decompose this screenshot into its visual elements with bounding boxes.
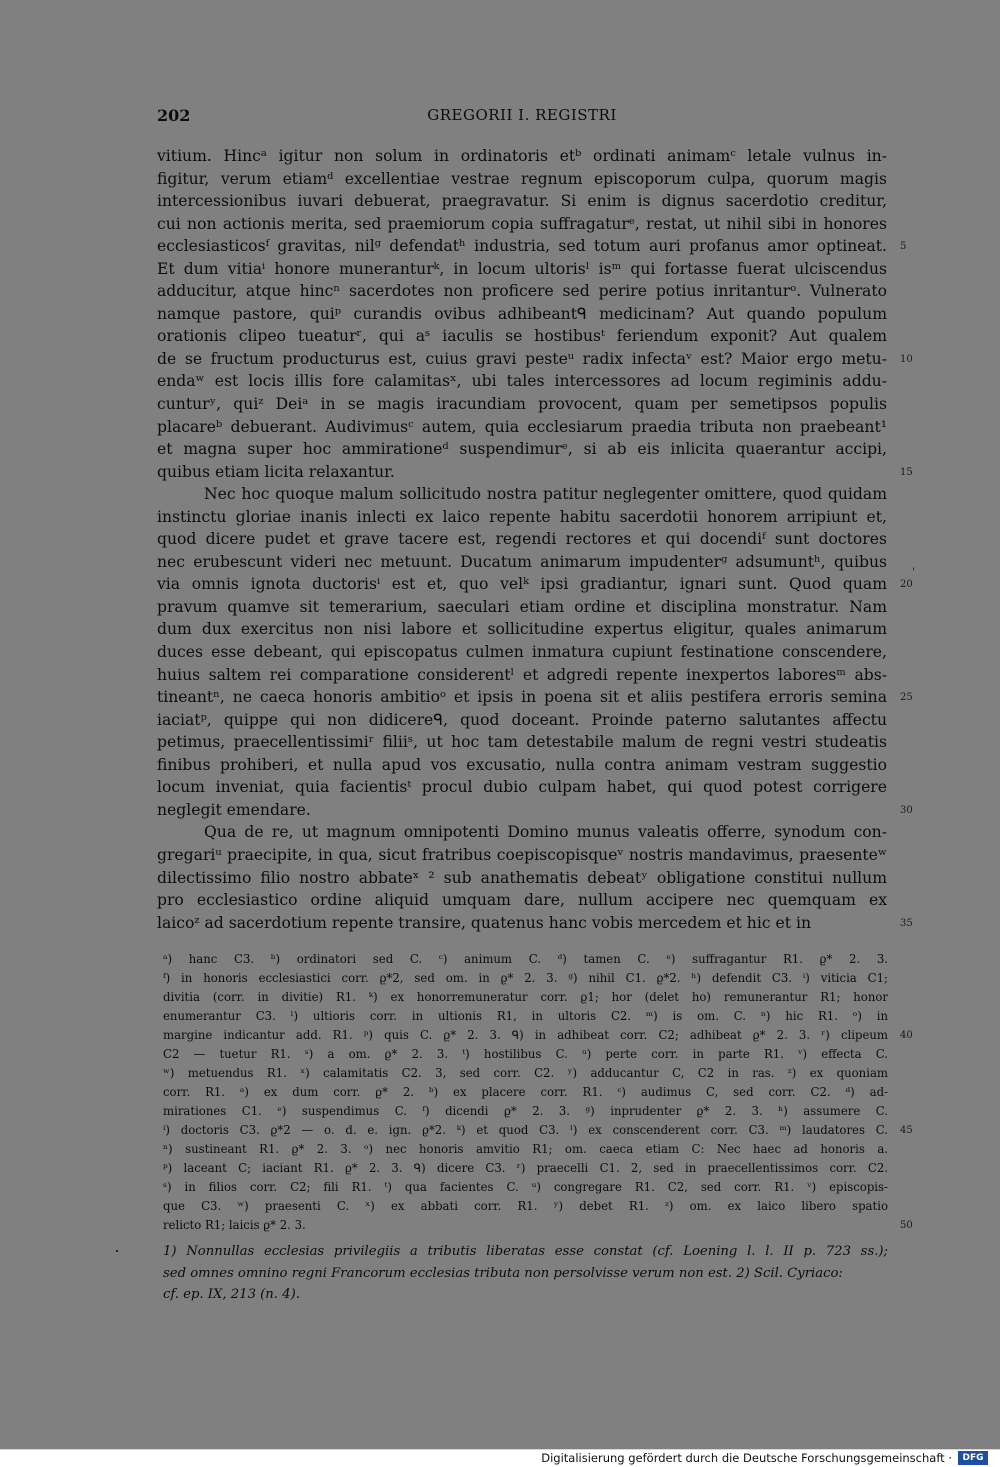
text-line: instinctu gloriae inanis inlecti ex laico repente habitu sacerdotii honorem arripiunt et, (157, 507, 887, 526)
footnote-line: relicto R1; laicis ϱ* 2. 3. (163, 1218, 306, 1232)
footnote-line: C2 — tuetur R1. ˢ) a om. ϱ* 2. 3. ᵗ) hostilibus C. ᵘ) perte corr. in parte R1. ᵛ) effecta C. (163, 1047, 888, 1061)
running-head: GREGORII I. REGISTRI (427, 106, 617, 124)
note-line: sed omnes omnino regni Francorum ecclesias tributa non persolvisse verum non est. 2) Scil. Cyriaco: (163, 1265, 843, 1281)
text-line: pro ecclesiastico ordine aliquid umquam dare, nullum accipere nec quemquam ex (157, 891, 887, 910)
footnote-line: ᵃ) hanc C3. ᵇ) ordinatori sed C. ᶜ) animum C. ᵈ) tamen C. ᵉ) suffragantur R1. ϱ* 2. 3. (163, 952, 888, 966)
margin-mark: ' (912, 567, 915, 578)
footnote-line: corr. R1. ᵃ) ex dum corr. ϱ* 2. ᵇ) ex placere corr. R1. ᶜ) audimus C, sed corr. C2. ᵈ) ad- (163, 1085, 888, 1099)
text-line: huius saltem rei comparatione considerentˡ et adgredi repente inexpertos laboresᵐ abs- (157, 665, 887, 684)
footnote-line: margine indicantur add. R1. ᵖ) quis C. ϱ* 2. 3. ᑫ) in adhibeat corr. C2; adhibeat ϱ* 2. 3. ʳ) clipeum (163, 1028, 888, 1042)
note-line: cf. ep. IX, 213 (n. 4). (163, 1287, 300, 1302)
page-header (157, 106, 887, 128)
note-line: 1) Nonnullas ecclesias privilegiis a tributis liberatas esse constat (cf. Loening l. l. II p. 723 ss.); (163, 1244, 888, 1259)
footnote-line: ⁿ) sustineant R1. ϱ* 2. 3. ᵒ) nec honoris amvitio R1; om. caeca etiam C: Nec haec ad honoris a. (163, 1142, 888, 1156)
footnote-line: enumerantur C3. ˡ) ultioris corr. in ultionis R1, in ultoris C2. ᵐ) is om. C. ⁿ) hic R1. ᵒ) in (163, 1009, 888, 1023)
text-line: laicoᶻ ad sacerdotium repente transire, quatenus hanc vobis mercedem et hic et in (157, 913, 812, 932)
text-line: cunturʸ, quiᶻ Deiᵃ in se magis iracundiam provocent, quam per semetipsos populis (157, 395, 887, 414)
dfg-logo-icon: DFG (958, 1451, 988, 1465)
footnote-line: ʷ) metuendus R1. ˣ) calamitatis C2. 3, sed corr. C2. ʸ) adducantur C, C2 in ras. ᶻ) ex quoniam (163, 1066, 888, 1080)
footnote-line: ᵖ) laceant C; iaciant R1. ϱ* 2. 3. ᑫ) dicere C3. ʳ) praecelli C1. 2, sed in praecellentissimos corr. C2. (163, 1161, 888, 1175)
stray-dot (116, 1250, 118, 1252)
text-line: namque pastore, quiᵖ curandis ovibus adhibeantᑫ medicinam? Aut quando populum (157, 304, 887, 323)
text-line: placareᵇ debuerant. Audivimusᶜ autem, quia ecclesiarum praedia tributa non praebeant¹ (157, 417, 887, 436)
text-line: cui non actionis merita, sed praemiorum copia suffragaturᵉ, restat, ut nihil sibi in honores (157, 214, 887, 233)
footnote-line: que C3. ʷ) praesenti C. ˣ) ex abbati corr. R1. ʸ) debet R1. ᶻ) om. ex laico libero spatio (163, 1199, 888, 1213)
critical-apparatus (163, 950, 888, 1235)
line-number: 30 (900, 804, 913, 816)
line-number: 10 (900, 353, 913, 365)
text-line: iaciatᵖ, quippe qui non didicereᑫ, quod doceant. Proinde paterno salutantes affectu (157, 710, 887, 729)
text-line: nec erubescunt videri nec metuunt. Ducatum animarum impudenterᵍ adsumuntʰ, quibus (157, 552, 887, 571)
line-number: 15 (900, 466, 913, 478)
text-line: duces esse debeant, qui episcopatus culmen inmatura cupiunt festinatione conscendere, (157, 643, 887, 662)
line-number: 35 (900, 917, 913, 929)
text-line: tineantⁿ, ne caeca honoris ambitioᵒ et ipsis in poena sit et aliis pestifera erroris semina (157, 688, 887, 707)
text-line: orationis clipeo tueaturʳ, qui aˢ iaculis se hostibusᵗ feriendum exponit? Aut qualem (157, 327, 887, 346)
footnote-line: divitia (corr. in divitie) R1. ᵏ) ex honorremuneratur corr. ϱ1; hor (delet ho) remunerantur R1; honor (163, 990, 888, 1004)
footnote-line-number: 45 (900, 1125, 913, 1136)
text-line: quod dicere pudet et grave tacere est, regendi rectores et qui docendiᶠ sunt doctores (157, 530, 887, 549)
line-number: 5 (900, 241, 907, 253)
text-line: endaʷ est locis illis fore calamitasˣ, ubi tales intercessores ad locum regiminis addu- (157, 372, 887, 391)
text-line: vitium. Hincᵃ igitur non solum in ordinatoris etᵇ ordinati animamᶜ letale vulnus in- (157, 147, 887, 165)
text-line: ecclesiasticosᶠ gravitas, nilᵍ defendatʰ industria, sed totum auri profanus amor optineat. (157, 237, 887, 256)
line-number: 25 (900, 692, 913, 704)
footnote-line-number: 50 (900, 1220, 913, 1231)
text-line: adducitur, atque hincⁿ sacerdotes non proficere sed perire potius inritanturᵒ. Vulnerato (157, 282, 887, 301)
line-number: 20 (900, 579, 913, 591)
text-line: Qua de re, ut magnum omnipotenti Domino munus valeatis offerre, synodum con- (204, 823, 887, 842)
footnote-line: ᶠ) in honoris ecclesiastici corr. ϱ*2, sed om. in ϱ* 2. 3. ᵍ) nihil C1. ϱ*2. ʰ) defendit C3. ⁱ) viticia C1; (163, 971, 888, 985)
text-line: petimus, praecellentissimiʳ filiiˢ, ut hoc tam detestabile malum de regni vestri studeatis (157, 733, 887, 752)
text-line: via omnis ignota ductorisⁱ est et, quo velᵏ ipsi gradiantur, ignari sunt. Quod quam (157, 575, 887, 594)
text-line: finibus prohiberi, et nulla apud vos excusatio, nulla contra animam vestram suggestio (157, 755, 887, 774)
text-line: dum dux exercitus non nisi labore et sollicitudine expertus eligitur, quales animarum (157, 620, 887, 639)
text-line: de se fructum producturus est, cuius gravi pesteᵘ radix infectaᵛ est? Maior ergo metu- (157, 349, 887, 368)
footnote-line: mirationes C1. ᵉ) suspendimus C. ᶠ) dicendi ϱ* 2. 3. ᵍ) inprudenter ϱ* 2. 3. ʰ) assumere C. (163, 1104, 888, 1118)
text-line: dilectissimo filio nostro abbateˣ ² sub anathematis debeatʸ obligatione constitui nullum (157, 868, 887, 887)
text-line: quibus etiam licita relaxantur. (157, 462, 395, 481)
text-line: et magna super hoc ammirationeᵈ suspendimurᵉ, si ab eis inlicita quaerantur accipi, (157, 440, 887, 459)
footnote-line: ⁱ) doctoris C3. ϱ*2 — o. d. e. ign. ϱ*2. ᵏ) et quod C3. ˡ) ex conscenderent corr. C3. ᵐ) laudatores C. (163, 1123, 888, 1137)
text-line: gregariᵘ praecipite, in qua, sicut fratribus coepiscopisqueᵛ nostris mandavimus, praesenteʷ (157, 845, 887, 864)
text-line: locum inveniat, quia facientisᵗ procul dubio culpam habet, qui quod potest corrigere (157, 778, 887, 797)
footnote-line: ˢ) in filios corr. C2; fili R1. ᵗ) qua facientes C. ᵘ) congregare R1. C2, sed corr. R1. ᵛ) episcopis- (163, 1180, 888, 1194)
text-line: pravum quamve sit temerarium, saeculari etiam ordine et disciplina monstratur. Nam (157, 597, 887, 616)
text-line: intercessionibus iuvari debuerat, praegravatur. Si enim is dignus sacerdotio creditur, (157, 192, 887, 211)
digitization-footer (0, 1449, 1000, 1467)
text-line: figitur, verum etiamᵈ excellentiae vestrae regnum episcoporum culpa, quorum magis (157, 169, 887, 188)
main-text (157, 145, 887, 934)
footnote-line-number: 40 (900, 1030, 913, 1041)
text-line: Nec hoc quoque malum sollicitudo nostra patitur neglegenter omittere, quod quidam (204, 485, 887, 504)
text-line: Et dum vitiaⁱ honore muneranturᵏ, in locum ultorisˡ isᵐ qui fortasse fuerat ulciscendus (157, 259, 887, 278)
footer-credit: Digitalisierung gefördert durch die Deutsche Forschungsgemeinschaft · (541, 1451, 952, 1465)
text-line: neglegit emendare. (157, 800, 311, 819)
editorial-notes (163, 1241, 888, 1306)
page-number: 202 (157, 106, 191, 125)
